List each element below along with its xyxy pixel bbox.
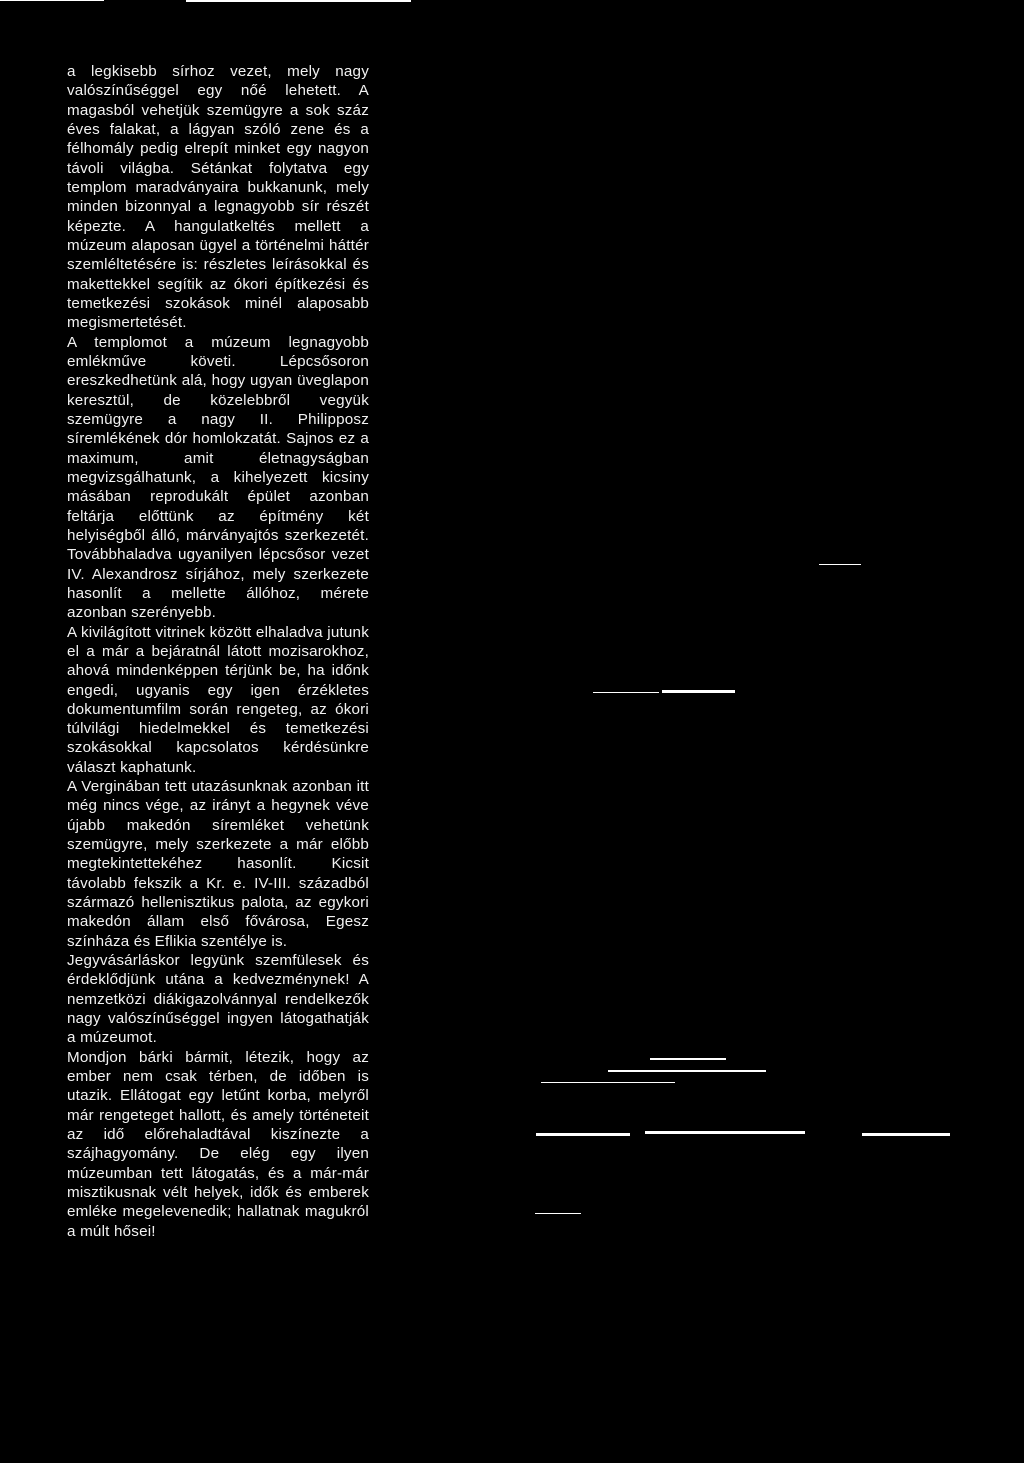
paragraph-1: a legkisebb sírhoz vezet, mely nagy valószínűséggel egy nőé lehetett. A magasból vehetjük szemügyre a sok száz éves falakat, a lágyan szóló zene és a félhomály pedig elrepít minket egy nagyon távoli világba. Sétánkat folytatva egy templom maradványaira bukkanunk, mely minden bizonnyal a legnagyobb sír részét képezte. A hangulatkeltés mellett a múzeum alaposan ügyel a történelmi háttér szemléltetésére is: részletes leírásokkal és makettekkel segítik az ókori építkezési és temetkezési szokások minél alaposabb megismertetését. bbox=[67, 63, 369, 332]
artifact-line bbox=[650, 1058, 726, 1060]
top-edge-line-left bbox=[0, 0, 104, 1]
paragraph-6: Mondjon bárki bármit, létezik, hogy az ember nem csak térben, de időben is utazik. Ellátogat egy letűnt korba, melyről már rengeteget hallott, és amely történeteit az idő előrehaladtával kiszínezte a szájhagyomány. De elég egy ilyen múzeumban tett látogatás, és a már-már misztikusnak vélt helyek, idők és emberek emléke megelevenedik; hallatnak magukról a múlt hősei! bbox=[67, 1048, 369, 1240]
artifact-line bbox=[645, 1131, 805, 1134]
top-edge-line-right bbox=[186, 0, 411, 2]
artifact-line bbox=[662, 690, 735, 693]
paragraph-4: A Verginában tett utazásunknak azonban itt még nincs vége, az irányt a hegynek véve újabb makedón síremléket vehetünk szemügyre, mely szerkezete a már előbb megtekintettekéhez hasonlít. Kicsit távolabb fekszik a Kr. e. IV-III. századból származó hellenisztikus palota, az egykori makedón állam első fővárosa, Egesz színháza és Eflikia szentélye is. bbox=[67, 778, 369, 950]
paragraph-2: A templomot a múzeum legnagyobb emlékműve követi. Lépcsősoron ereszkedhetünk alá, hogy ugyan üveglapon keresztül, de közelebbről vegyük szemügyre a nagy II. Philipposz síremlékének dór homlokzatát. Sajnos ez a maximum, amit életnagyságban megvizsgálhatunk, a kihelyezett kicsiny másában reprodukált épület azonban feltárja előttünk az építmény két helyiségből álló, márványajtós szerkezetét. Továbbhaladva ugyanilyen lépcsősor vezet IV. Alexandrosz sírjához, mely szerkezete hasonlít a mellette állóhoz, mérete azonban szerényebb. bbox=[67, 333, 369, 622]
artifact-line bbox=[535, 1213, 581, 1214]
artifact-line bbox=[541, 1082, 675, 1083]
article-column bbox=[67, 62, 369, 1241]
artifact-line bbox=[536, 1133, 630, 1136]
artifact-line bbox=[593, 692, 659, 693]
paragraph-3: A kivilágított vitrinek között elhaladva jutunk el a már a bejáratnál látott mozisarokhoz, ahová mindenképpen térjünk be, ha időnk engedi, ugyanis egy igen érzékletes dokumentumfilm során rengeteg, az ókori túlvilági hiedelmekkel és temetkezési szokásokkal kapcsolatos kérdésünkre választ kaphatunk. bbox=[67, 623, 369, 776]
artifact-line bbox=[819, 564, 861, 565]
artifact-line bbox=[608, 1070, 766, 1072]
paragraph-5: Jegyvásárláskor legyünk szemfülesek és érdeklődjünk utána a kedvezménynek! A nemzetközi diákigazolvánnyal rendelkezők nagy valószínűséggel ingyen látogathatják a múzeumot. bbox=[67, 952, 369, 1047]
artifact-line bbox=[862, 1133, 950, 1136]
